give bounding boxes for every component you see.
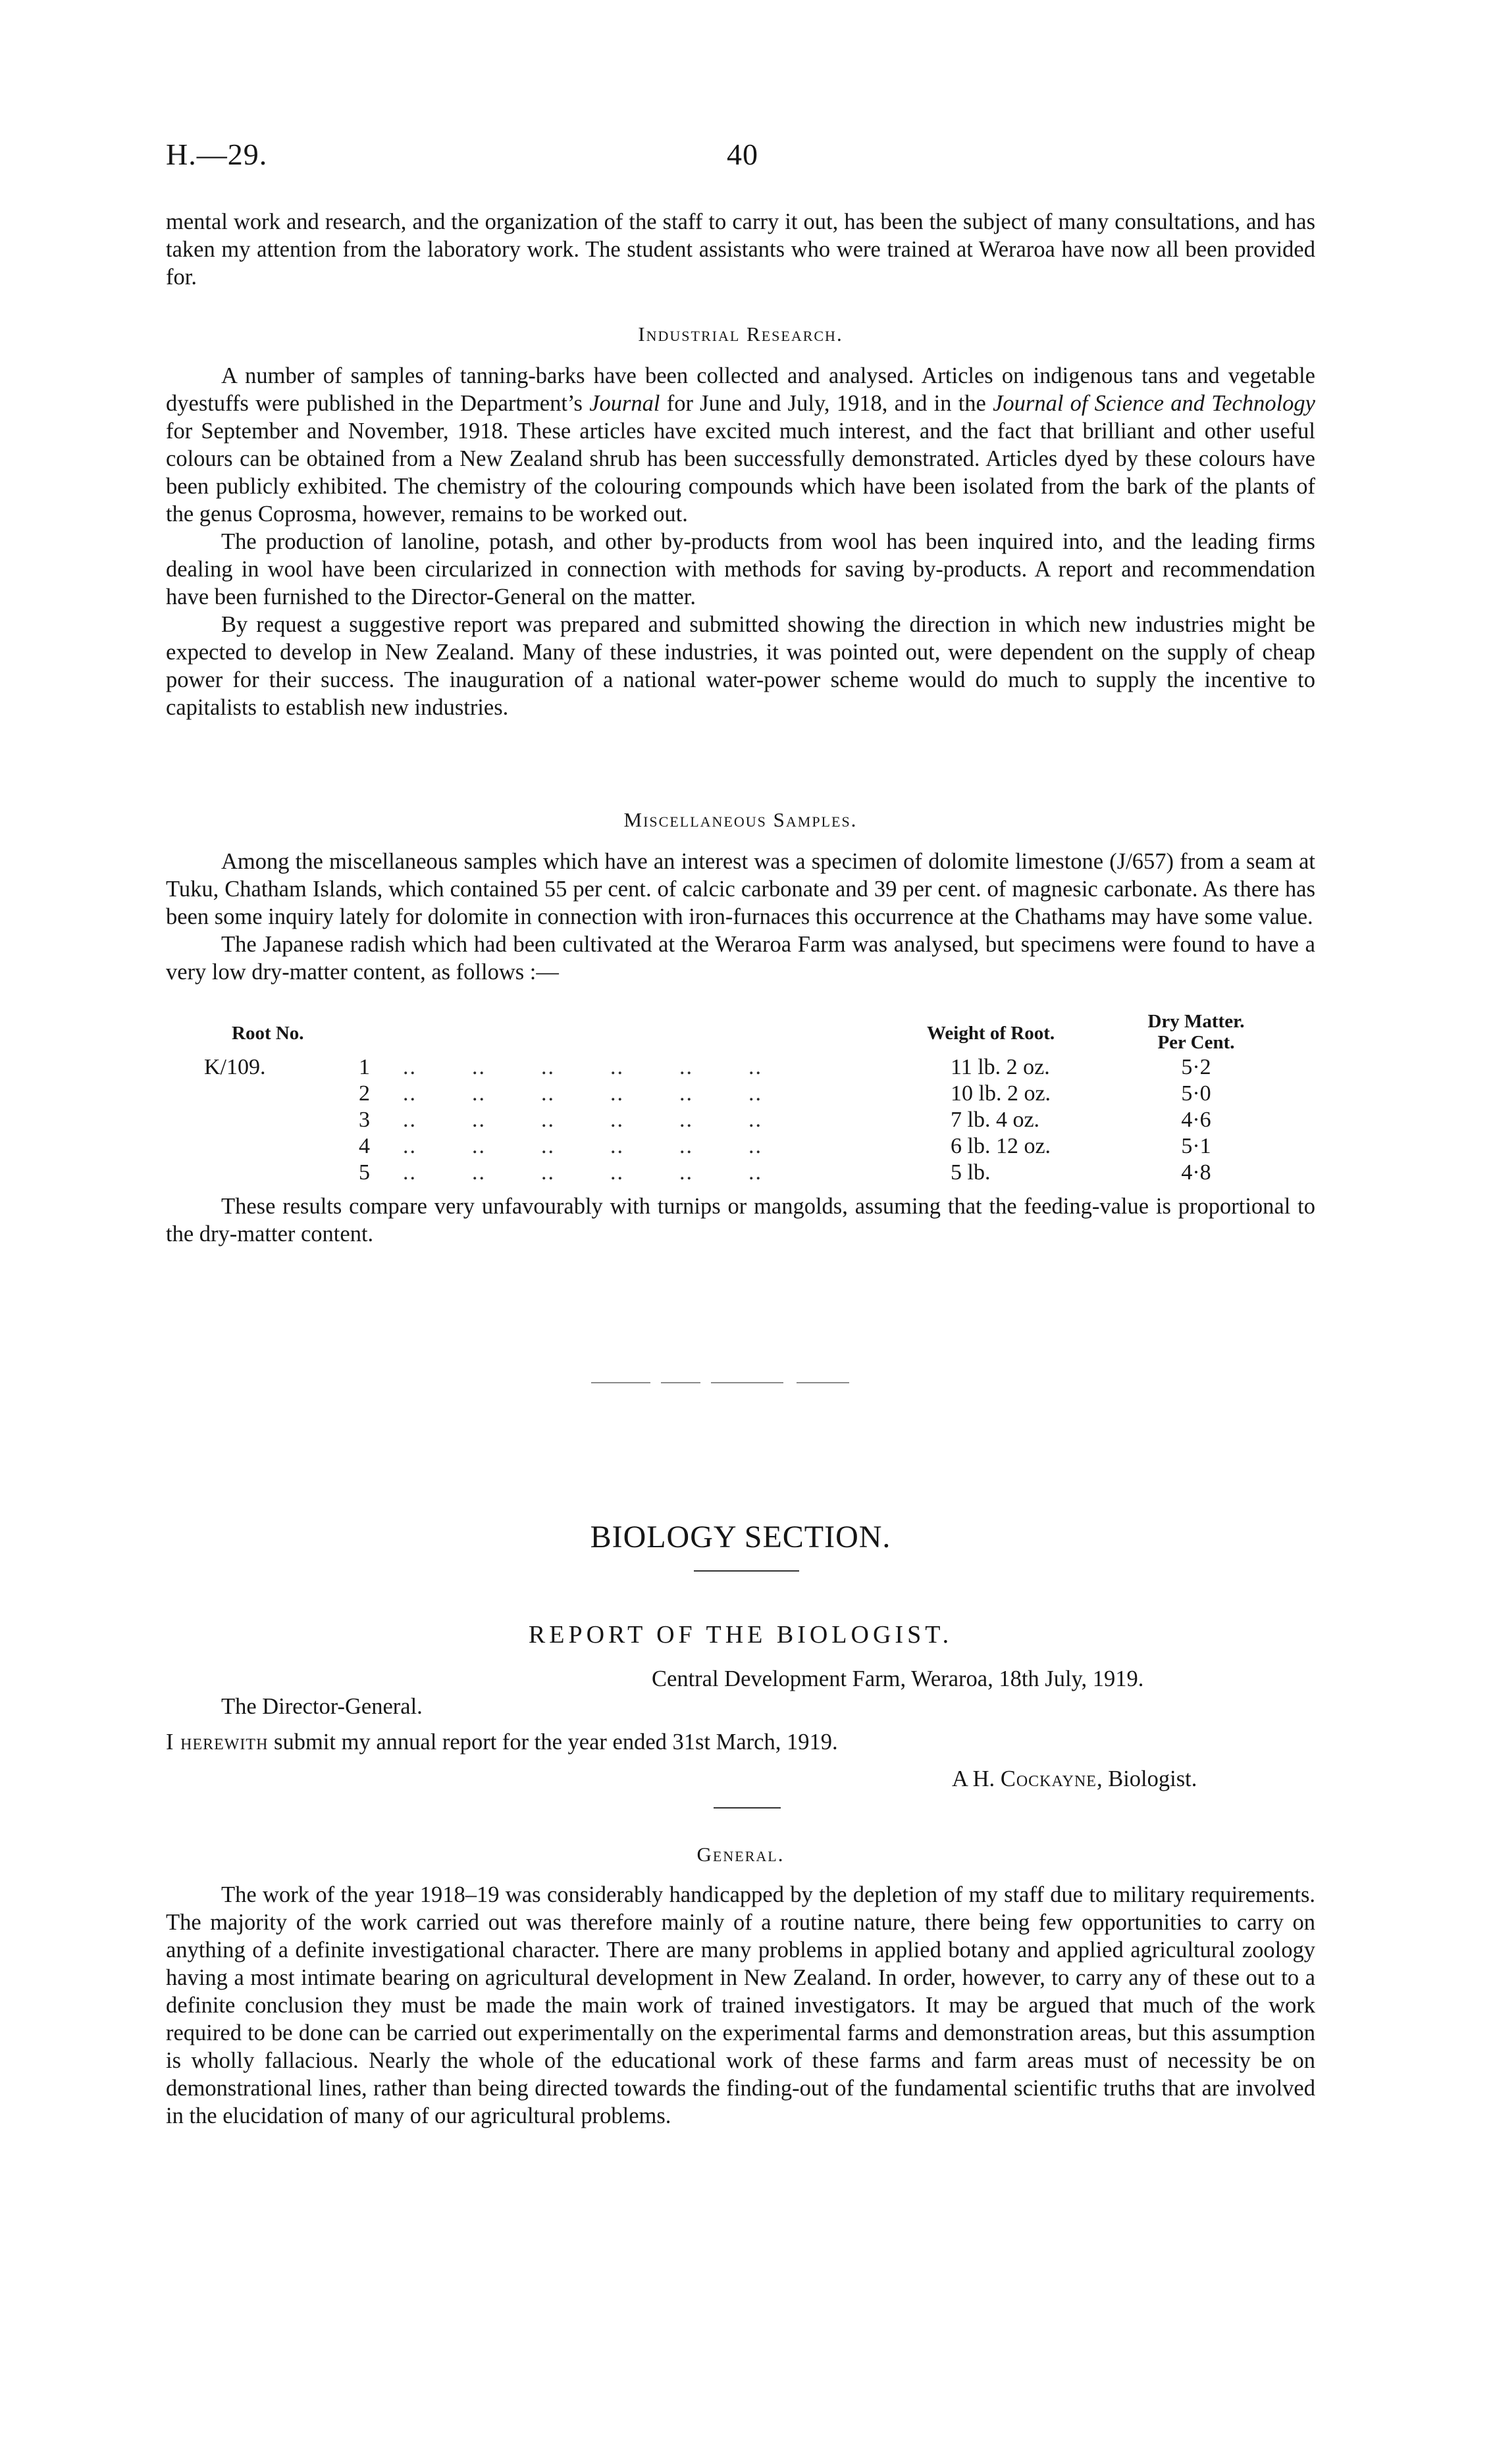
table-row <box>166 1081 1315 1107</box>
misc-samples-body <box>166 848 1315 986</box>
col-header-dry-line2: Per Cent. <box>1157 1032 1235 1053</box>
submission-line <box>166 1728 838 1756</box>
industrial-paragraph-1 <box>166 362 1315 528</box>
title-rule <box>694 1570 799 1572</box>
dot-leader: .. .. .. .. .. .. <box>403 1055 762 1079</box>
table-row <box>166 1133 1315 1160</box>
table-row <box>166 1107 1315 1133</box>
col-header-root-no: Root No. <box>232 1023 304 1044</box>
signature-name: Cockayne <box>1000 1766 1097 1791</box>
signature-rule <box>714 1807 781 1809</box>
root-weight: 6 lb. 12 oz. <box>951 1134 1051 1158</box>
misc-samples-heading: Miscellaneous Samples. <box>623 808 858 831</box>
signature-title: , Biologist. <box>1096 1766 1197 1791</box>
dot-leader: .. .. .. .. .. .. <box>403 1160 762 1185</box>
root-number: 2 <box>359 1081 370 1106</box>
industrial-research-body <box>166 362 1315 721</box>
ir-p1-text-c: for September and November, 1918. These articles have excited much interest, and the fact that brilliant and other useful colours can be obtained from a New Zealand shrub has been successfully demonstrated. Articles dyed by these colours have been publicly exhibited. The chemistry of the colouring compounds which have been isolated from the bark of the plants of the genus Coprosma, however, remains to be worked out. <box>166 419 1315 526</box>
industrial-research-heading: Industrial Research. <box>638 322 843 346</box>
root-weight: 11 lb. 2 oz. <box>951 1055 1050 1079</box>
biology-section-title: BIOLOGY SECTION. <box>590 1520 891 1554</box>
dot-leader: .. .. .. .. .. .. <box>403 1108 762 1132</box>
table-row <box>166 1054 1315 1081</box>
general-body <box>166 1881 1315 2130</box>
separator-dash-1 <box>591 1382 650 1383</box>
place-date-line: Central Development Farm, Weraroa, 18th July, 1919. <box>652 1666 1144 1691</box>
root-number: 3 <box>359 1108 370 1132</box>
dry-matter-percent: 5·2 <box>1181 1055 1211 1079</box>
root-weight: 7 lb. 4 oz. <box>951 1108 1040 1132</box>
dry-matter-percent: 4·8 <box>1181 1160 1211 1185</box>
root-weight: 5 lb. <box>951 1160 991 1185</box>
intro-text: mental work and research, and the organization of the staff to carry it out, has been the subject of many consultations, and has taken my attention from the laboratory work. The student assistants who were trained at Weraroa have now all been provided for. <box>166 209 1315 290</box>
root-number: 4 <box>359 1134 370 1158</box>
dot-leader: .. .. .. .. .. .. <box>403 1081 762 1106</box>
page-number: 40 <box>727 138 758 171</box>
root-weight: 10 lb. 2 oz. <box>951 1081 1051 1106</box>
misc-conclusion <box>166 1193 1315 1248</box>
submission-lead: I herewith <box>166 1730 269 1755</box>
signature-line <box>952 1765 1197 1793</box>
dot-leader: .. .. .. .. .. .. <box>403 1134 762 1158</box>
submission-rest: submit my annual report for the year ended 31st March, 1919. <box>268 1730 838 1755</box>
col-header-weight: Weight of Root. <box>927 1023 1055 1044</box>
misc-paragraph-3: These results compare very unfavourably with turnips or mangolds, assuming that the feeding-value is proportional to the dry-matter content. <box>166 1194 1315 1246</box>
intro-paragraph <box>166 208 1315 291</box>
root-number: 5 <box>359 1160 370 1185</box>
ir-p1-text-a: A number of samples of tanning-barks have been collected and analysed. Articles on indigenous tans and vegetable dyestuffs were published in the Department’s <box>166 363 1315 416</box>
misc-paragraph-2: The Japanese radish which had been cultivated at the Weraroa Farm was analysed, but specimens were found to have a very low dry-matter content, as follows :— <box>166 932 1315 985</box>
col-header-dry-matter <box>1134 1011 1259 1053</box>
separator-dash-3 <box>711 1382 783 1383</box>
addressee: The Director-General. <box>221 1694 423 1719</box>
col-header-dry-line1: Dry Matter. <box>1147 1011 1245 1032</box>
ir-p1-journal: Journal <box>589 391 660 416</box>
ir-p1-jst: Journal of Science and Technology <box>993 391 1315 416</box>
ir-p1-text-b: for June and July, 1918, and in the <box>660 391 993 416</box>
general-heading: General. <box>696 1843 785 1866</box>
root-number: 1 <box>359 1055 370 1079</box>
separator-dash-4 <box>797 1382 849 1383</box>
root-prefix: K/109. <box>204 1055 266 1079</box>
general-paragraph: The work of the year 1918–19 was considerably handicapped by the depletion of my staff due to military requirements. The majority of the work carried out was therefore mainly of a routine nature, there being few opportunities to carry on anything of a definite investigational character. There are many problems in applied botany and applied agricultural zoology having a most intimate bearing on agricultural development in New Zealand. In order, however, to carry any of these out to a definite conclusion they must be made the main work of trained investigators. It may be argued that much of the work required to be done can be carried out experimentally on the experimental farms and demonstration areas, but this assumption is wholly fallacious. Nearly the whole of the educational work of these farms and farm areas must of necessity be on demonstrational lines, rather than being directed towards the finding-out of the fundamental scientific truths that are involved in the elucidation of many of our agricultural problems. <box>166 1882 1315 2128</box>
dry-matter-percent: 5·0 <box>1181 1081 1211 1106</box>
dry-matter-percent: 5·1 <box>1181 1134 1211 1158</box>
separator-dash-2 <box>661 1382 700 1383</box>
table-row <box>166 1160 1315 1186</box>
misc-paragraph-1: Among the miscellaneous samples which have an interest was a specimen of dolomite limestone (J/657) from a seam at Tuku, Chatham Islands, which contained 55 per cent. of calcic carbonate and 39 per cent. of magnesic carbonate. As there has been some inquiry lately for dolomite in connection with iron-furnaces this occurrence at the Chathams may have some value. <box>166 849 1315 929</box>
series-number: H.—29. <box>166 138 268 171</box>
industrial-paragraph-2: The production of lanoline, potash, and other by-products from wool has been inquired into, and the leading firms dealing in wool have been circularized in connection with methods for saving by-products. A report and recommendation have been furnished to the Director-General on the matter. <box>166 529 1315 609</box>
dry-matter-percent: 4·6 <box>1181 1108 1211 1132</box>
report-title: REPORT OF THE BIOLOGIST. <box>528 1621 953 1649</box>
signature-initials: A H. <box>952 1766 1001 1791</box>
industrial-paragraph-3: By request a suggestive report was prepared and submitted showing the direction in which new industries might be expected to develop in New Zealand. Many of these industries, it was pointed out, were dependent on the supply of cheap power for their success. The inauguration of a national water-power scheme would do much to supply the incentive to capitalists to establish new industries. <box>166 612 1315 720</box>
